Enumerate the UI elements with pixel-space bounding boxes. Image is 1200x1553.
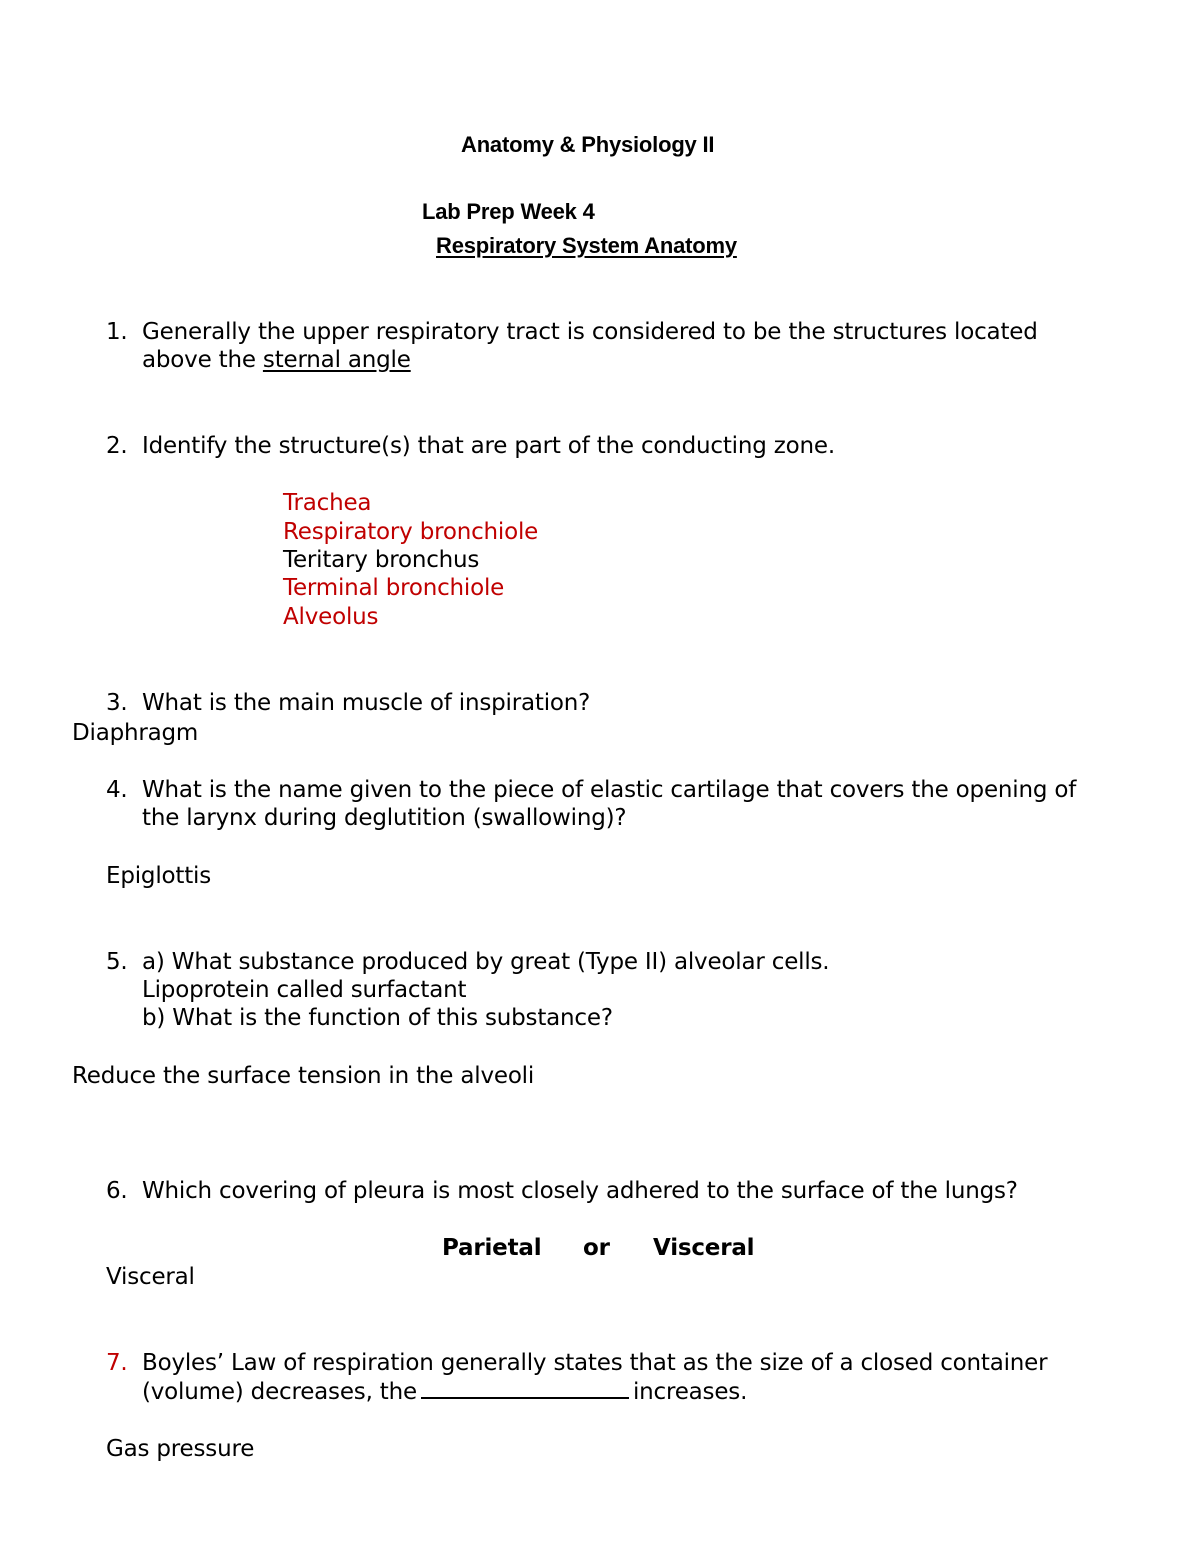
option-tertiary-bronchus: Teritary bronchus xyxy=(283,547,480,573)
question-7-text-end: increases. xyxy=(632,1379,748,1405)
fill-in-blank xyxy=(421,1377,629,1399)
question-1 xyxy=(106,318,1038,346)
choice-or: or xyxy=(583,1235,610,1261)
question-4-answer: Epiglottis xyxy=(106,863,211,889)
question-1-text: Generally the upper respiratory tract is considered to be the structures located xyxy=(142,319,1038,345)
choice-visceral: Visceral xyxy=(653,1235,755,1261)
choice-parietal: Parietal xyxy=(442,1235,542,1261)
question-2 xyxy=(106,432,835,460)
question-4-number: 4. xyxy=(106,777,128,803)
question-5a-answer: Lipoprotein called surfactant xyxy=(142,977,467,1003)
question-4-text: What is the name given to the piece of elastic cartilage that covers the opening of xyxy=(142,777,1077,803)
question-3-answer: Diaphragm xyxy=(72,720,199,746)
question-5 xyxy=(106,948,829,976)
question-7-text: Boyles’ Law of respiration generally states that as the size of a closed container xyxy=(142,1350,1048,1376)
document-title: Anatomy & Physiology II xyxy=(461,132,715,157)
question-2-text: Identify the structure(s) that are part of the conducting zone. xyxy=(142,433,835,459)
question-1-answer: sternal angle xyxy=(262,347,411,373)
question-5b-answer: Reduce the surface tension in the alveoli xyxy=(72,1063,535,1089)
question-2-number: 2. xyxy=(106,433,128,459)
question-1-line-2 xyxy=(142,346,411,374)
question-1-number: 1. xyxy=(106,319,128,345)
question-7-text-cont: (volume) decreases, the xyxy=(142,1379,417,1405)
question-6 xyxy=(106,1177,1018,1205)
question-6-number: 6. xyxy=(106,1178,128,1204)
question-7-number: 7. xyxy=(106,1350,128,1376)
question-7-line-2 xyxy=(142,1377,747,1406)
question-6-text: Which covering of pleura is most closely adhered to the surface of the lungs? xyxy=(142,1178,1018,1204)
question-7 xyxy=(106,1349,1047,1377)
question-3-number: 3. xyxy=(106,690,128,716)
question-3 xyxy=(106,689,590,717)
question-3-text: What is the main muscle of inspiration? xyxy=(142,690,591,716)
question-5a-text: a) What substance produced by great (Type II) alveolar cells. xyxy=(142,949,830,975)
topic-heading: Respiratory System Anatomy xyxy=(436,233,737,258)
option-respiratory-bronchiole: Respiratory bronchiole xyxy=(283,519,539,545)
question-4 xyxy=(106,776,1076,804)
question-1-text-cont: above the xyxy=(142,347,263,373)
option-alveolus: Alveolus xyxy=(283,604,379,630)
lab-week-heading: Lab Prep Week 4 xyxy=(422,199,595,224)
option-terminal-bronchiole: Terminal bronchiole xyxy=(283,575,505,601)
option-trachea: Trachea xyxy=(283,490,372,516)
question-5-number: 5. xyxy=(106,949,128,975)
question-6-answer: Visceral xyxy=(106,1264,195,1290)
question-4-line-2: the larynx during deglutition (swallowing)? xyxy=(142,805,627,831)
question-5b-text: b) What is the function of this substance? xyxy=(142,1005,613,1031)
question-7-answer: Gas pressure xyxy=(106,1436,255,1462)
